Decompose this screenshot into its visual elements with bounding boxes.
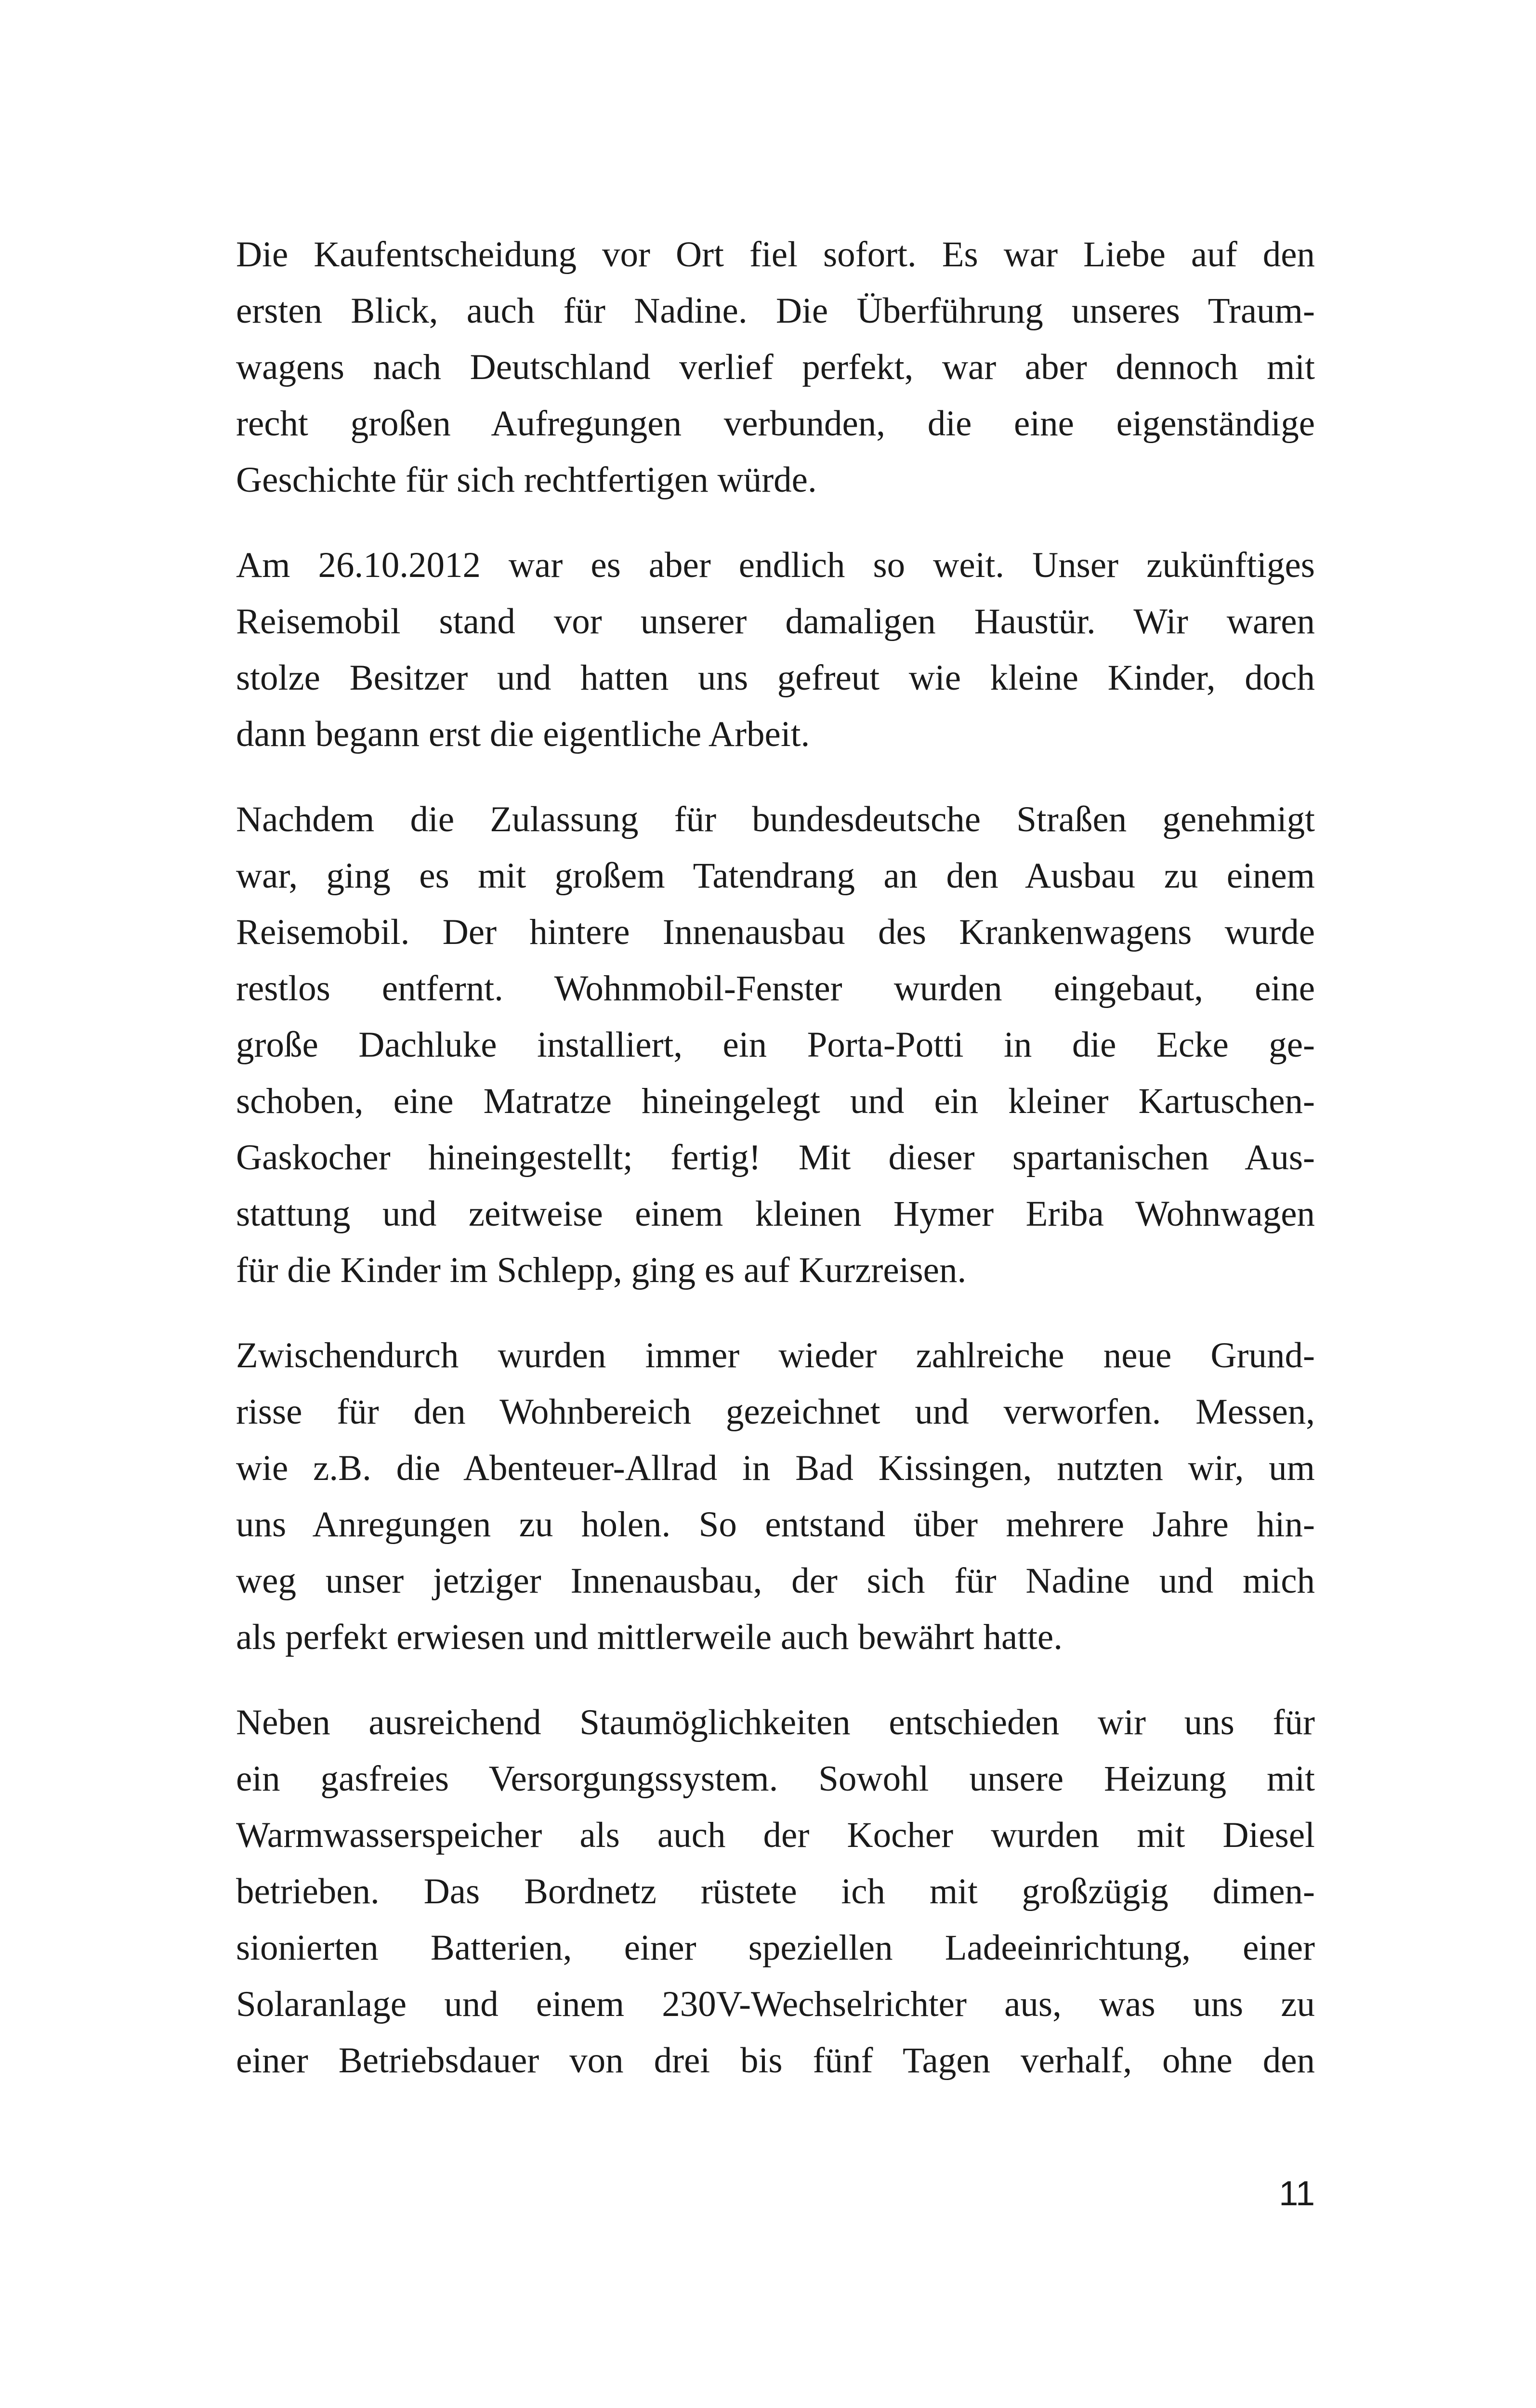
text-line: ein gasfreies Versorgungssystem. Sowohl unsere Heizung mit: [236, 1759, 1315, 1799]
text-line: Solaranlage und einem 230V-Wechselrichter aus, was uns zu: [236, 1984, 1315, 2024]
paragraph-5: [236, 1694, 1315, 2089]
text-line: Reisemobil stand vor unserer damaligen Haustür. Wir waren: [236, 602, 1315, 641]
text-line: Warmwasserspeicher als auch der Kocher wurden mit Diesel: [236, 1815, 1315, 1855]
text-line: ersten Blick, auch für Nadine. Die Überführung unseres Traum-: [236, 291, 1315, 331]
text-line: Reisemobil. Der hintere Innenausbau des Krankenwagens wurde: [236, 912, 1315, 952]
text-line: Nachdem die Zulassung für bundesdeutsche Straßen genehmigt: [236, 799, 1315, 839]
text-line: Neben ausreichend Staumöglichkeiten entschieden wir uns für: [236, 1702, 1315, 1742]
text-line: weg unser jetziger Innenausbau, der sich für Nadine und mich: [236, 1561, 1315, 1601]
text-line: dann begann erst die eigentliche Arbeit.: [236, 714, 810, 754]
text-line: als perfekt erwiesen und mittlerweile auch bewährt hatte.: [236, 1617, 1063, 1657]
text-line: wie z.B. die Abenteuer-Allrad in Bad Kissingen, nutzten wir, um: [236, 1448, 1315, 1488]
text-line: Die Kaufentscheidung vor Ort fiel sofort. Es war Liebe auf den: [236, 235, 1315, 275]
text-line: betrieben. Das Bordnetz rüstete ich mit großzügig dimen-: [236, 1871, 1315, 1911]
text-line: risse für den Wohnbereich gezeichnet und verworfen. Messen,: [236, 1392, 1315, 1432]
text-line: Am 26.10.2012 war es aber endlich so weit. Unser zukünftiges: [236, 545, 1315, 585]
text-line: stolze Besitzer und hatten uns gefreut wie kleine Kinder, doch: [236, 658, 1315, 698]
text-line: war, ging es mit großem Tatendrang an den Ausbau zu einem: [236, 856, 1315, 896]
text-line: stattung und zeitweise einem kleinen Hymer Eriba Wohnwagen: [236, 1194, 1315, 1234]
text-line: recht großen Aufregungen verbunden, die eine eigenständige: [236, 404, 1315, 444]
text-line: uns Anregungen zu holen. So entstand über mehrere Jahre hin-: [236, 1505, 1315, 1544]
body-text: [236, 226, 1315, 2118]
text-line: große Dachluke installiert, ein Porta-Potti in die Ecke ge-: [236, 1025, 1315, 1065]
paragraph-2: [236, 537, 1315, 762]
text-line: restlos entfernt. Wohnmobil-Fenster wurden eingebaut, eine: [236, 968, 1315, 1008]
paragraph-4: [236, 1327, 1315, 1665]
text-line: Gaskocher hineingestellt; fertig! Mit dieser spartanischen Aus-: [236, 1138, 1315, 1178]
text-line: wagens nach Deutschland verlief perfekt, war aber dennoch mit: [236, 347, 1315, 387]
page-number: 11: [1279, 2174, 1315, 2213]
text-line: für die Kinder im Schlepp, ging es auf Kurzreisen.: [236, 1250, 967, 1290]
paragraph-1: [236, 226, 1315, 508]
text-line: sionierten Batterien, einer speziellen Ladeeinrichtung, einer: [236, 1928, 1315, 1968]
text-line: schoben, eine Matratze hineingelegt und ein kleiner Kartuschen-: [236, 1081, 1315, 1121]
text-line: Zwischendurch wurden immer wieder zahlreiche neue Grund-: [236, 1335, 1315, 1375]
text-line: einer Betriebsdauer von drei bis fünf Tagen verhalf, ohne den: [236, 2041, 1315, 2081]
text-line: Geschichte für sich rechtfertigen würde.: [236, 460, 817, 500]
paragraph-3: [236, 791, 1315, 1298]
